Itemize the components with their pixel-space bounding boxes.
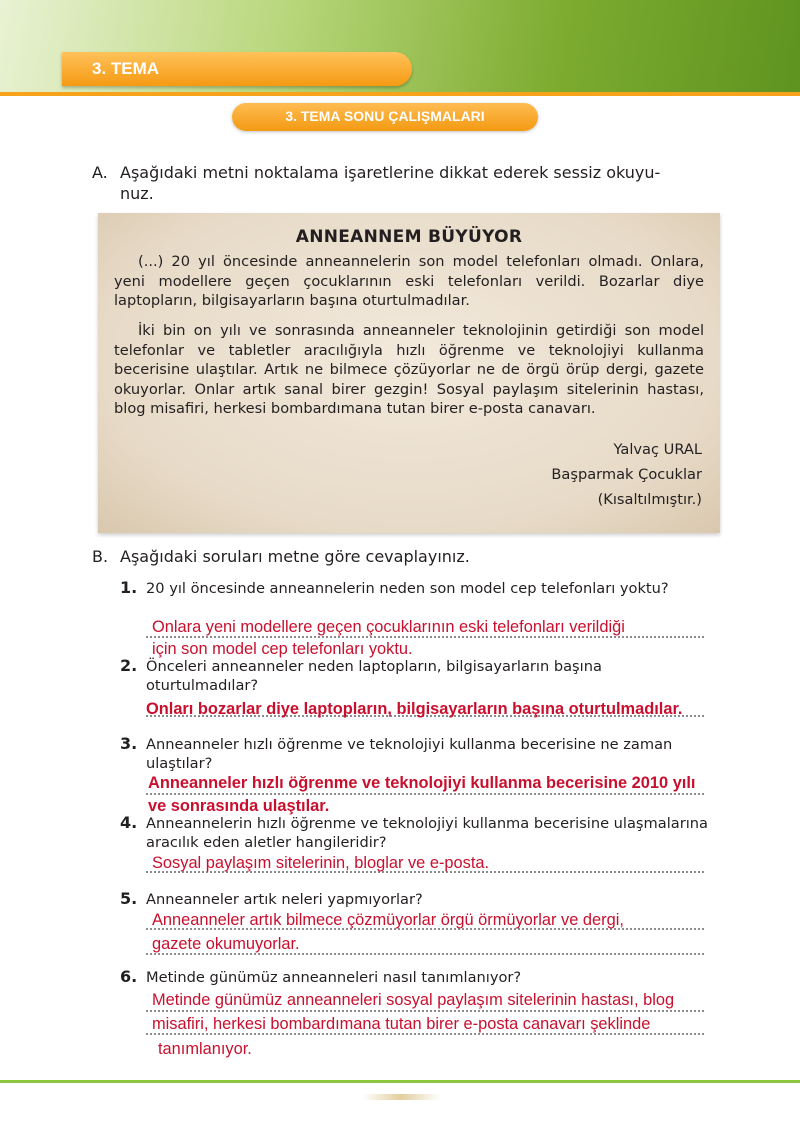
answer-1-line-1: Onlara yeni modellere geçen çocuklarının eski telefonları verildiği (152, 618, 625, 636)
section-title: 3. TEMA SONU ÇALIŞMALARI (285, 108, 485, 124)
answer-5-line-2: gazete okumuyorlar. (152, 935, 300, 953)
section-title-tab (232, 103, 538, 131)
section-a-heading (92, 162, 732, 204)
question-6-text: Metinde günümüz anneanneleri nasıl tanımlanıyor? (146, 969, 522, 986)
answer-6-line-3: tanımlanıyor. (158, 1040, 252, 1058)
answer-3-line-2: ve sonrasında ulaştılar. (148, 797, 330, 815)
question-4-number: 4. (120, 813, 138, 832)
section-a-line1: Aşağıdaki metni noktalama işaretlerine dikkat ederek sessiz okuyu- (120, 163, 661, 182)
footer-line (0, 1080, 800, 1083)
reading-paragraph-1: (...) 20 yıl öncesinde anneannelerin son model telefonları olmadı. Onlara, yeni modellere geçen çocuklarının eski telefonları verildi. Bozarlar diye laptopların, bilgisayarların başına oturtulmadılar. (114, 253, 704, 309)
answer-1-line-2: için son model cep telefonları yoktu. (152, 640, 413, 658)
reading-note: (Kısaltılmıştır.) (597, 491, 702, 508)
section-a-line2: nuz. (120, 184, 154, 203)
section-b-heading (92, 546, 732, 567)
reading-author: Yalvaç URAL (613, 441, 702, 458)
section-b-instruction: Aşağıdaki soruları metne göre cevaplayınız. (120, 547, 470, 566)
tema-label: 3. TEMA (92, 59, 160, 78)
question-3-number: 3. (120, 734, 138, 753)
question-1-text: 20 yıl öncesinde anneannelerin neden son model cep telefonları yoktu? (146, 580, 669, 597)
question-4-text: Anneannelerin hızlı öğrenme ve teknolojiyi kullanma becerisine ulaşmalarına aracılık eden aletler hangileridir? (146, 815, 708, 851)
section-a-letter: A. (92, 163, 108, 182)
question-5-text: Anneanneler artık neleri yapmıyorlar? (146, 891, 423, 908)
reading-source: Başparmak Çocuklar (551, 466, 702, 483)
reading-text-box (98, 213, 720, 533)
answer-2-line-1: Onları bozarlar diye laptopların, bilgisayarların başına oturtulmadılar. (146, 700, 683, 718)
answer-6-line-1: Metinde günümüz anneanneleri sosyal paylaşım sitelerinin hastası, blog (152, 991, 675, 1009)
question-6-number: 6. (120, 967, 138, 986)
question-5-number: 5. (120, 889, 138, 908)
answer-5-line-1: Anneanneler artık bilmece çözmüyorlar örgü örmüyorlar ve dergi, (152, 911, 624, 929)
page-ornament (362, 1094, 440, 1100)
answer-6-line-2: misafiri, herkesi bombardımana tutan birer e-posta canavarı şeklinde (152, 1015, 651, 1033)
reading-title: ANNEANNEM BÜYÜYOR (295, 227, 523, 247)
question-2-text: Önceleri anneanneler neden laptopların, bilgisayarların başına oturtulmadılar? (146, 658, 602, 694)
reading-paragraph-2: İki bin on yılı ve sonrasında anneanneler teknolojinin getirdiği son model telefonlar ve tabletler aracılığıyla hızlı öğrenme ve teknolojiyi kullanma becerisine ulaştılar. Artık ne bilmece çözüyorlar ne de örgü örüp dergi, gazete okuyorlar. Onlar artık sanal birer gezgin! Sosyal paylaşım sitelerinin hastası, blog misafiri, herkesi bombardımana tutan birer e-posta canavarı. (114, 322, 704, 417)
section-b-letter: B. (92, 547, 109, 566)
question-1-number: 1. (120, 578, 138, 597)
question-2-number: 2. (120, 656, 138, 675)
answer-4-line-1: Sosyal paylaşım sitelerinin, bloglar ve e-posta. (152, 854, 490, 872)
tema-tab (62, 52, 412, 86)
answer-3-line-1: Anneanneler hızlı öğrenme ve teknolojiyi kullanma becerisine 2010 yılı (148, 774, 696, 792)
question-3-text: Anneanneler hızlı öğrenme ve teknolojiyi kullanma becerisine ne zaman ulaştılar? (146, 736, 673, 772)
